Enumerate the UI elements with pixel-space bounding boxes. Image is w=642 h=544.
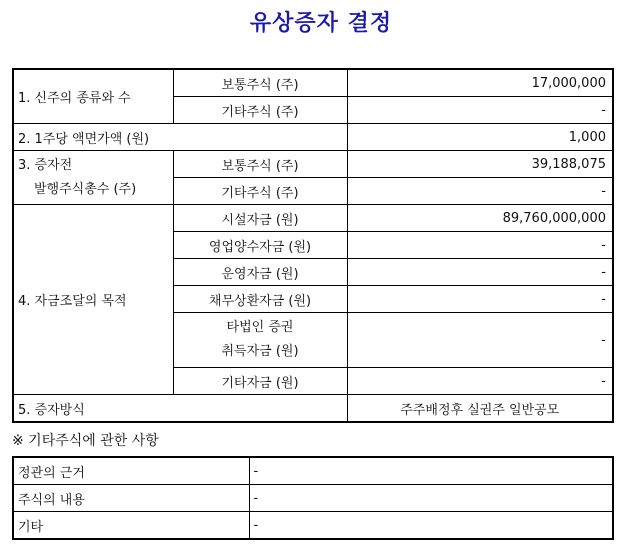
value-cell: -: [347, 368, 613, 395]
value-cell: 주주배정후 실권주 일반공모: [347, 395, 613, 423]
table-row: [13, 151, 613, 178]
row-label: [13, 151, 173, 205]
page-title: 유상증자 결정: [249, 10, 393, 36]
row-label: 2. 1주당 액면가액 (원): [13, 124, 347, 151]
table-row: [13, 124, 613, 151]
sub-label: 보통주식 (주): [173, 151, 347, 178]
sub-label: 기타자금 (원): [173, 368, 347, 395]
value-cell: -: [249, 457, 613, 485]
value-cell: -: [347, 97, 613, 124]
row-label: 4. 자금조달의 목적: [13, 205, 173, 395]
sub-label: 운영자금 (원): [173, 259, 347, 286]
table-row: [13, 512, 613, 540]
sub-label: 영업양수자금 (원): [173, 232, 347, 259]
sub-label-line2: 취득자금 (원): [221, 344, 299, 359]
row-label: 5. 증자방식: [13, 395, 347, 423]
value-cell: -: [347, 232, 613, 259]
row-label-line2: 발행주식총수 (주): [34, 181, 137, 197]
value-cell: 39,188,075: [347, 151, 613, 178]
table-row: [13, 395, 613, 423]
table-row: [13, 69, 613, 97]
value-cell: -: [249, 512, 613, 540]
sub-label: 보통주식 (주): [173, 69, 347, 97]
section-note: ※ 기타주식에 관한 사항: [12, 433, 159, 449]
sub-label: 기타주식 (주): [173, 178, 347, 205]
value-cell: 17,000,000: [347, 69, 613, 97]
disclosure-table: [12, 68, 614, 423]
value-cell: -: [347, 313, 613, 368]
value-cell: 1,000: [347, 124, 613, 151]
value-cell: -: [347, 259, 613, 286]
value-cell: -: [249, 485, 613, 512]
row-label: 기타: [13, 512, 249, 540]
sub-label-line1: 타법인 증권: [226, 320, 294, 335]
other-shares-table: [12, 456, 614, 540]
table-row: [13, 457, 613, 485]
table-row: [13, 485, 613, 512]
sub-label: 기타주식 (주): [173, 97, 347, 124]
table-row: [13, 205, 613, 232]
sub-label: 시설자금 (원): [173, 205, 347, 232]
value-cell: -: [347, 286, 613, 313]
row-label: 1. 신주의 종류와 수: [13, 69, 173, 124]
row-label: 정관의 근거: [13, 457, 249, 485]
sub-label: 채무상환자금 (원): [173, 286, 347, 313]
sub-label: [173, 313, 347, 368]
row-label-line1: 3. 증자전: [18, 157, 73, 173]
value-cell: -: [347, 178, 613, 205]
row-label: 주식의 내용: [13, 485, 249, 512]
value-cell: 89,760,000,000: [347, 205, 613, 232]
